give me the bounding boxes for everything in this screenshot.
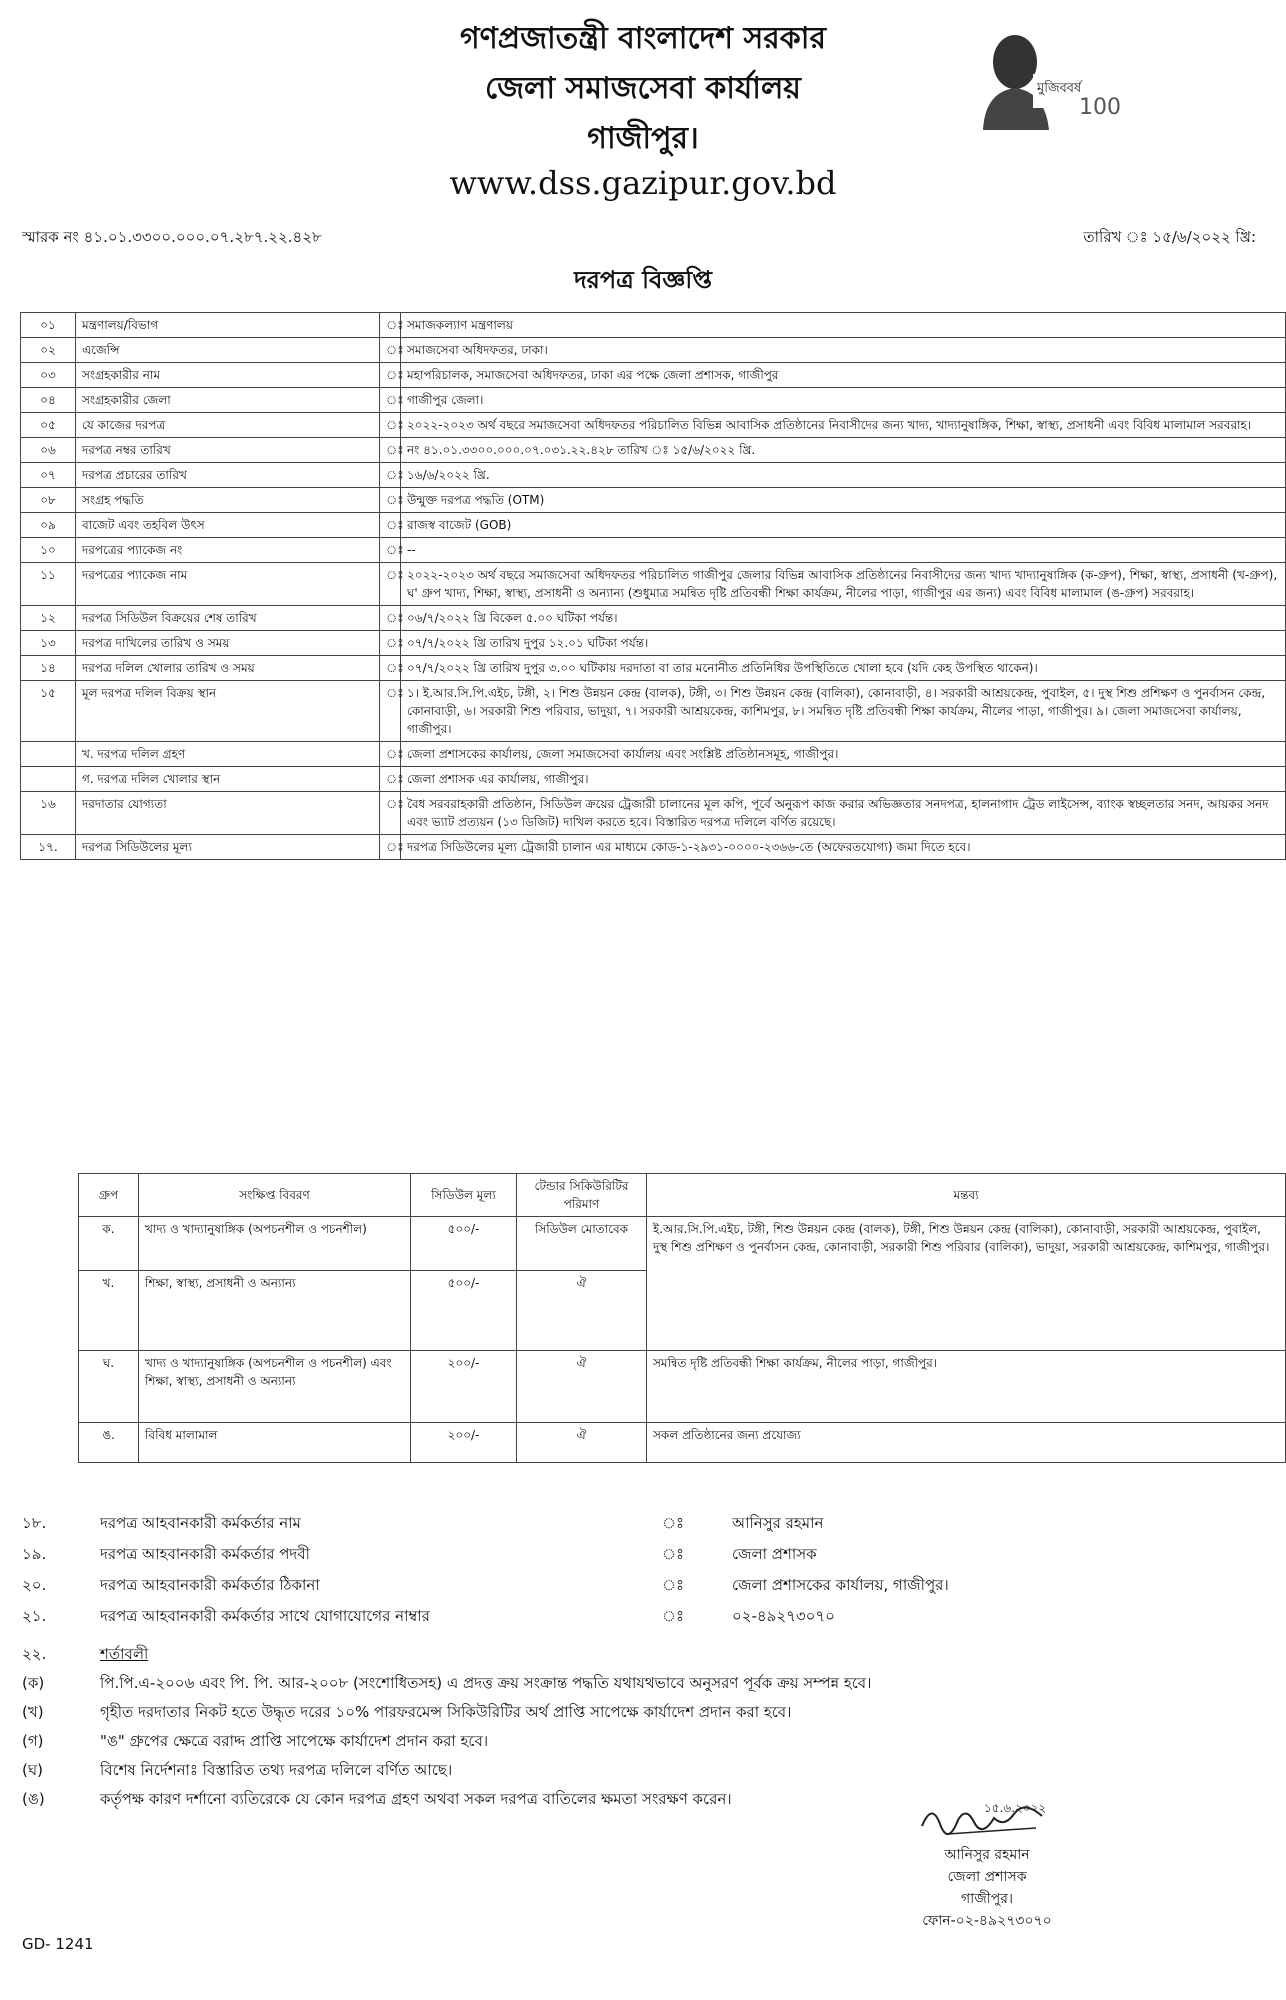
govt-heading: গণপ্রজাতন্ত্রী বাংলাদেশ সরকার: [460, 21, 826, 56]
row-number: ১৪: [21, 656, 76, 681]
row-number: ২১.: [22, 1607, 47, 1625]
remarks-col-header: মন্তব্য: [647, 1174, 1286, 1217]
row-value: ০৬/৭/২০২২ খ্রি বিকেল ৫.০০ ঘটিকা পর্যন্ত।: [401, 606, 1286, 631]
row-value: ২০২২-২০২৩ অর্থ বছরে সমাজসেবা অধিদফতর পরিচালিত গাজীপুর জেলার বিভিন্ন আবাসিক প্রতিষ্ঠানের নিবাসীদের জন্য খাদ্য খাদ্যানুষাঙ্গিক (ক-গ্রুপ), শিক্ষা, স্বাস্থ্য, প্রসাধনী (খ-গ্রুপ), ঘ' গ্রুপ খাদ্য, শিক্ষা, স্বাস্থ্য, প্রসাধনী ও অন্যান্য (শুধুমাত্র সমন্বিত দৃষ্টি প্রতিবন্ধী শিক্ষা কার্যক্রম, নীলের পাড়া, গাজীপুর এর জন্য) এবং বিবিধ মালামাল (ঙ-গ্রুপ) সরবরাহ।: [401, 563, 1286, 606]
row-separator: ঃ: [380, 388, 401, 413]
term-text: বিশেষ নির্দেশনাঃ বিস্তারিত তথ্য দরপত্র দলিলে বর্ণিত আছে।: [100, 1761, 453, 1779]
detail-row: [21, 767, 1286, 792]
row-value: বৈধ সরবরাহকারী প্রতিষ্ঠান, সিডিউল ক্রয়ের ট্রেজারী চালানের মূল কপি, পূর্বে অনুরূপ কাজ করার অভিজ্ঞতার সনদপত্র, হালনাগাদ ট্রেড লাইসেন্স, ব্যাংক স্বচ্ছলতার সনদ, আয়কর সনদ এবং ভ্যাট প্রত্যয়ন (১৩ ডিজিট) দাখিল করতে হবে। বিস্তারিত দরপত্র দলিলে বর্ণিত রয়েছে।: [401, 792, 1286, 835]
term-text: "ঙ" গ্রুপের ক্ষেত্রে বরাদ্দ প্রাপ্তি সাপেক্ষে কার্যাদেশ প্রদান করা হবে।: [100, 1732, 489, 1750]
group-table-header: [79, 1174, 1286, 1217]
officer-designation-row: [22, 1543, 1272, 1565]
group-security: সিডিউল মোতাবেক: [517, 1217, 647, 1271]
group-row: [79, 1423, 1286, 1463]
row-label: মূল দরপত্র দলিল বিক্রয় স্থান: [76, 681, 380, 742]
row-label: খ. দরপত্র দলিল গ্রহণ: [76, 742, 380, 767]
row-separator: ঃ: [380, 513, 401, 538]
tender-details-table: [20, 312, 1286, 860]
row-label: দরপত্র আহবানকারী কর্মকর্তার সাথে যোগাযোগের নাম্বার: [100, 1607, 430, 1625]
group-row: [79, 1351, 1286, 1423]
row-separator: ঃ: [380, 631, 401, 656]
logo-text: মুজিববর্ষ: [1037, 81, 1082, 96]
group-price: ২০০/-: [411, 1351, 517, 1423]
row-value: জেলা প্রশাসকের কার্যালয়, গাজীপুর।: [732, 1576, 949, 1594]
detail-row: [21, 463, 1286, 488]
row-number: ১২: [21, 606, 76, 631]
row-label: দরপত্র সিডিউলের মূল্য: [76, 835, 380, 860]
group-id: ঘ.: [79, 1351, 139, 1423]
row-separator: ঃ: [380, 563, 401, 606]
row-number: ০৪: [21, 388, 76, 413]
detail-row: [21, 388, 1286, 413]
row-number: [21, 742, 76, 767]
terms-number: ২২.: [22, 1645, 47, 1663]
website-link[interactable]: www.dss.gazipur.gov.bd: [449, 164, 837, 202]
detail-row: [21, 656, 1286, 681]
signatory-phone: ফোন-০২-৪৯২৭৩০৭০: [922, 1913, 1052, 1929]
group-remark: সকল প্রতিষ্ঠানের জন্য প্রযোজ্য: [647, 1423, 1286, 1463]
row-separator: ঃ: [662, 1576, 685, 1594]
row-separator: ঃ: [662, 1607, 685, 1625]
row-separator: ঃ: [380, 792, 401, 835]
desc-col-header: সংক্ষিপ্ত বিবরণ: [139, 1174, 411, 1217]
row-label: এজেন্সি: [76, 338, 380, 363]
group-security: ঐ: [517, 1423, 647, 1463]
row-number: ০২: [21, 338, 76, 363]
row-value: রাজস্ব বাজেট (GOB): [401, 513, 1286, 538]
row-separator: ঃ: [380, 363, 401, 388]
group-price: ৫০০/-: [411, 1271, 517, 1351]
detail-row: [21, 606, 1286, 631]
group-row: [79, 1217, 1286, 1271]
term-text: গৃহীত দরদাতার নিকট হতে উদ্ধৃত দরের ১০% পারফরমেন্স সিকিউরিটির অর্থ প্রাপ্তি সাপেক্ষে কার্যাদেশ প্রদান করা হবে।: [100, 1703, 792, 1721]
group-id: ঙ.: [79, 1423, 139, 1463]
row-separator: ঃ: [380, 413, 401, 438]
term-key: (ক): [22, 1674, 45, 1692]
row-separator: ঃ: [380, 338, 401, 363]
group-price: ৫০০/-: [411, 1217, 517, 1271]
row-number: ০৯: [21, 513, 76, 538]
term-text: কর্তৃপক্ষ কারণ দর্শানো ব্যতিরেকে যে কোন দরপত্র গ্রহণ অথবা সকল দরপত্র বাতিলের ক্ষমতা সংরক্ষণ করেন।: [100, 1790, 732, 1808]
row-separator: ঃ: [662, 1545, 685, 1563]
row-value: ২০২২-২০২৩ অর্থ বছরে সমাজসেবা অধিদফতর পরিচালিত বিভিন্ন আবাসিক প্রতিষ্ঠানের নিবাসীদের জন্য খাদ্য, খাদ্যানুষাঙ্গিক, শিক্ষা, স্বাস্থ্য, প্রসাধনী এবং বিবিধ মালামাল সরবরাহ।: [401, 413, 1286, 438]
row-separator: ঃ: [380, 742, 401, 767]
row-label: দরপত্র আহবানকারী কর্মকর্তার নাম: [100, 1514, 301, 1532]
row-label: বাজেট এবং তহবিল উৎস: [76, 513, 380, 538]
memo-number: স্মারক নং ৪১.০১.৩৩০০.০০০.০৭.২৮৭.২২.৪২৮: [22, 228, 322, 246]
row-label: দরপত্র দলিল খোলার তারিখ ও সময়: [76, 656, 380, 681]
detail-row: [21, 631, 1286, 656]
row-separator: ঃ: [380, 463, 401, 488]
detail-row: [21, 438, 1286, 463]
row-label: দরপত্র আহবানকারী কর্মকর্তার পদবী: [100, 1545, 310, 1563]
detail-row: [21, 513, 1286, 538]
detail-row: [21, 488, 1286, 513]
row-value: দরপত্র সিডিউলের মূল্য ট্রেজারী চালান এর মাধ্যমে কোড-১-২৯৩১-০০০০-২৩৬৬-তে (অফেরতযোগ্য) জমা দিতে হবে।: [401, 835, 1286, 860]
notice-date: তারিখ ঃ ১৫/৬/২০২২ খ্রি:: [1083, 228, 1256, 246]
row-value: মহাপরিচালক, সমাজসেবা অধিদফতর, ঢাকা এর পক্ষে জেলা প্রশাসক, গাজীপুর: [401, 363, 1286, 388]
notice-title: দরপত্র বিজ্ঞপ্তি: [574, 266, 712, 294]
row-number: ১৭.: [21, 835, 76, 860]
row-value: --: [401, 538, 1286, 563]
district-heading: গাজীপুর।: [587, 121, 699, 156]
office-heading: জেলা সমাজসেবা কার্যালয়: [485, 71, 801, 106]
row-separator: ঃ: [380, 835, 401, 860]
row-value: ০৭/৭/২০২২ খ্রি তারিখ দুপুর ৩.০০ ঘটিকায় দরদাতা বা তার মনোনীত প্রতিনিধির উপস্থিতিতে খোলা হবে (যদি কেহ উপস্থিত থাকেন)।: [401, 656, 1286, 681]
row-value: নং ৪১.০১.৩৩০০.০০০.০৭.০৩১.২২.৪২৮ তারিখ ঃ ১৫/৬/২০২২ খ্রি.: [401, 438, 1286, 463]
detail-row: [21, 363, 1286, 388]
group-id: ক.: [79, 1217, 139, 1271]
row-value: জেলা প্রশাসক এর কার্যালয়, গাজীপুর।: [401, 767, 1286, 792]
price-col-header: সিডিউল মূল্য: [411, 1174, 517, 1217]
row-label: দরদাতার যোগ্যতা: [76, 792, 380, 835]
row-number: ০৭: [21, 463, 76, 488]
row-number: ১৩: [21, 631, 76, 656]
term-key: (গ): [22, 1732, 44, 1750]
signature-block: [902, 1844, 1072, 1932]
row-number: ১১: [21, 563, 76, 606]
row-separator: ঃ: [380, 438, 401, 463]
group-price: ২০০/-: [411, 1423, 517, 1463]
row-number: ১৫: [21, 681, 76, 742]
row-number: ০১: [21, 313, 76, 338]
term-key: (খ): [22, 1703, 44, 1721]
row-value: ১। ই.আর.সি.পি.এইচ, টঙ্গী, ২। শিশু উন্নয়ন কেন্দ্র (বালক), টঙ্গী, ৩। শিশু উন্নয়ন কেন্দ্র (বালিকা), কোনাবাড়ী, ৪। সরকারী আশ্রয়কেন্দ্র, পুবাইল, ৫। দুস্থ শিশু প্রশিক্ষণ ও পুনর্বাসন কেন্দ্র, কোনাবাড়ী, ৬। সরকারী শিশু পরিবার, ভাদুয়া, ৭। সরকারী আশ্রয়কেন্দ্র, কাশিমপুর, ৮। সমন্বিত দৃষ্টি প্রতিবন্ধী শিক্ষা কার্যক্রম, নীলের পাড়া, গাজীপুর। ৯। জেলা সমাজসেবা কার্যালয়, গাজীপুর।: [401, 681, 1286, 742]
term-key: (ঘ): [22, 1761, 43, 1779]
signatory-designation: জেলা প্রশাসক: [947, 1869, 1027, 1885]
row-number: ১৮.: [22, 1514, 47, 1532]
detail-row: [21, 338, 1286, 363]
row-number: ০৮: [21, 488, 76, 513]
detail-row: [21, 313, 1286, 338]
row-separator: ঃ: [380, 767, 401, 792]
row-value: ০২-৪৯২৭৩০৭০: [732, 1607, 835, 1625]
group-remark-shared: ই.আর.সি.পি.এইচ, টঙ্গী, শিশু উন্নয়ন কেন্দ্র (বালক), টঙ্গী, শিশু উন্নয়ন কেন্দ্র (বালিকা), কোনাবাড়ী, সরকারী আশ্রয়কেন্দ্র, পুবাইল, দুস্থ শিশু প্রশিক্ষণ ও পুনর্বাসন কেন্দ্র, কোনাবাড়ী, সরকারী শিশু পরিবার (বালিকা), ভাদুয়া, সরকারী আশ্রয়কেন্দ্র, কাশিমপুর, গাজীপুর।: [647, 1217, 1286, 1351]
detail-row: [21, 681, 1286, 742]
row-label: সংগ্রহ পদ্ধতি: [76, 488, 380, 513]
row-value: সমাজসেবা অধিদফতর, ঢাকা।: [401, 338, 1286, 363]
detail-row: [21, 835, 1286, 860]
term-key: (ঙ): [22, 1790, 45, 1808]
group-col-header: গ্রুপ: [79, 1174, 139, 1217]
detail-row: [21, 792, 1286, 835]
row-label: দরপত্রের প্যাকেজ নাম: [76, 563, 380, 606]
group-remark: সমন্বিত দৃষ্টি প্রতিবন্ধী শিক্ষা কার্যক্রম, নীলের পাড়া, গাজীপুর।: [647, 1351, 1286, 1423]
signature-date: ১৫.৬.২০২২: [984, 1801, 1047, 1815]
row-separator: ঃ: [662, 1514, 685, 1532]
row-number: ০৫: [21, 413, 76, 438]
group-desc: খাদ্য ও খাদ্যানুষাঙ্গিক (অপচনশীল ও পচনশীল) এবং শিক্ষা, স্বাস্থ্য, প্রসাধনী ও অন্যান্য: [139, 1351, 411, 1423]
term-text: পি.পি.এ-২০০৬ এবং পি. পি. আর-২০০৮ (সংশোধিতসহ) এ প্রদত্ত ক্রয় সংক্রান্ত পদ্ধতি যথাযথভাবে অনুসরণ পূর্বক ক্রয় সম্পন্ন হবে।: [100, 1674, 872, 1692]
signatory-name: আনিসুর রহমান: [944, 1847, 1030, 1863]
detail-row: [21, 538, 1286, 563]
group-id: খ.: [79, 1271, 139, 1351]
group-security: ঐ: [517, 1271, 647, 1351]
row-number: [21, 767, 76, 792]
row-number: ১৯.: [22, 1545, 47, 1563]
row-value: উন্মুক্ত দরপত্র পদ্ধতি (OTM): [401, 488, 1286, 513]
row-label: দরপত্র সিডিউল বিক্রয়ের শেষ তারিখ: [76, 606, 380, 631]
row-label: সংগ্রহকারীর নাম: [76, 363, 380, 388]
detail-row: [21, 413, 1286, 438]
logo-number: 100: [1079, 95, 1121, 120]
officer-contact-row: [22, 1605, 1272, 1627]
row-value: গাজীপুর জেলা।: [401, 388, 1286, 413]
row-label: সংগ্রহকারীর জেলা: [76, 388, 380, 413]
document-code: GD- 1241: [22, 1935, 94, 1953]
row-separator: ঃ: [380, 681, 401, 742]
officer-name-row: [22, 1512, 1272, 1534]
row-label: দরপত্র দাখিলের তারিখ ও সময়: [76, 631, 380, 656]
row-label: দরপত্র প্রচারের তারিখ: [76, 463, 380, 488]
row-separator: ঃ: [380, 538, 401, 563]
group-table: [78, 1173, 1286, 1463]
row-label: দরপত্র আহবানকারী কর্মকর্তার ঠিকানা: [100, 1576, 320, 1594]
group-desc: শিক্ষা, স্বাস্থ্য, প্রসাধনী ও অন্যান্য: [139, 1271, 411, 1351]
row-label: মন্ত্রণালয়/বিভাগ: [76, 313, 380, 338]
detail-row: [21, 563, 1286, 606]
row-value: আনিসুর রহমান: [732, 1514, 824, 1532]
officer-address-row: [22, 1574, 1272, 1596]
row-label: দরপত্র নম্বর তারিখ: [76, 438, 380, 463]
row-label: দরপত্রের প্যাকেজ নং: [76, 538, 380, 563]
row-separator: ঃ: [380, 488, 401, 513]
row-value: জেলা প্রশাসকের কার্যালয়, জেলা সমাজসেবা কার্যালয় এবং সংশ্লিষ্ট প্রতিষ্ঠানসমূহ, গাজীপুর।: [401, 742, 1286, 767]
row-number: ১০: [21, 538, 76, 563]
group-desc: খাদ্য ও খাদ্যানুষাঙ্গিক (অপচনশীল ও পচনশীল): [139, 1217, 411, 1271]
group-security: ঐ: [517, 1351, 647, 1423]
row-value: ১৬/৬/২০২২ খ্রি.: [401, 463, 1286, 488]
row-number: ২০.: [22, 1576, 47, 1594]
mujib-borsho-logo: [975, 22, 1125, 132]
row-number: ০৬: [21, 438, 76, 463]
row-value: জেলা প্রশাসক: [732, 1545, 817, 1563]
signatory-place: গাজীপুর।: [961, 1891, 1013, 1907]
detail-row: [21, 742, 1286, 767]
terms-heading: শর্তাবলী: [100, 1645, 149, 1663]
row-separator: ঃ: [380, 656, 401, 681]
row-number: ০৩: [21, 363, 76, 388]
row-value: সমাজকল্যাণ মন্ত্রণালয়: [401, 313, 1286, 338]
security-col-header: টেন্ডার সিকিউরিটির পরিমাণ: [517, 1174, 647, 1217]
row-label: গ. দরপত্র দলিল খোলার স্থান: [76, 767, 380, 792]
handwritten-signature: [918, 1798, 1048, 1840]
row-separator: ঃ: [380, 606, 401, 631]
row-separator: ঃ: [380, 313, 401, 338]
group-desc: বিবিধ মালামাল: [139, 1423, 411, 1463]
row-value: ০৭/৭/২০২২ খ্রি তারিখ দুপুর ১২.০১ ঘটিকা পর্যন্ত।: [401, 631, 1286, 656]
row-number: ১৬: [21, 792, 76, 835]
row-label: যে কাজের দরপত্র: [76, 413, 380, 438]
